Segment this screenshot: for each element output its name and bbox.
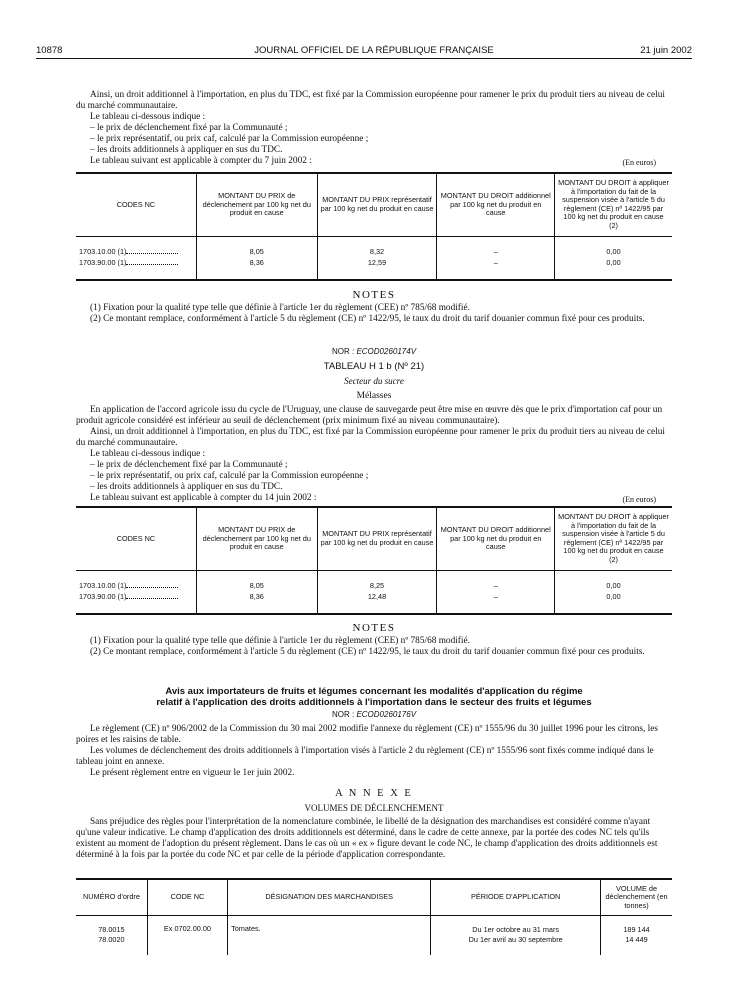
nor-label: NOR :: [331, 710, 355, 719]
droit-applique-cell: [555, 236, 672, 280]
value: 189 144: [623, 924, 650, 934]
notes-2: [76, 636, 672, 658]
avis-title-line: relatif à l'application des droits additionnels à l'importation dans le secteur des fruits et légumes: [156, 697, 592, 708]
section1-intro: Le tableau ci-dessous indique :: [90, 112, 206, 122]
droit-additionnel-cell: [437, 570, 555, 614]
header-rule: [36, 58, 692, 59]
nor-line-2: [0, 710, 748, 719]
prix-representatif-cell: [317, 236, 437, 280]
produit-title: Mélasses: [356, 391, 392, 401]
col-prix-representatif: MONTANT DU PRIX représentatif par 100 kg net du produit en cause: [317, 507, 437, 570]
codes-cell: [76, 570, 196, 614]
col-numero: NUMÉRO d'ordre: [76, 879, 147, 915]
col-prix-declenchement: MONTANT DU PRIX de déclenchement par 100 kg net du produit en cause: [196, 507, 317, 570]
table-body-row: [76, 236, 672, 280]
section1-unit: (En euros): [622, 158, 656, 167]
page-number: 10878: [36, 45, 63, 56]
col-droit-additionnel: MONTANT DU DROIT additionnel par 100 kg net du produit en cause: [437, 507, 555, 570]
section1-text: [76, 90, 672, 167]
code-cell: Ex 0702.00.00: [147, 915, 227, 955]
code-line: [79, 247, 193, 258]
value: –: [493, 581, 498, 591]
value: –: [493, 591, 498, 601]
col-droit-applique: MONTANT DU DROIT à appliquer à l'importation du fait de la suspension visée à l'article 5 du règlement (CE) nº 1422/95 par 100 kg net du produit en cause (2): [555, 173, 672, 236]
nor-line-1: [0, 347, 748, 356]
avis-title-line: Avis aux importateurs de fruits et légumes concernant les modalités d'application du régime: [165, 686, 583, 697]
code-line: [79, 592, 193, 603]
avis-para: Le règlement (CE) nº 906/2002 de la Commission du 30 mai 2002 modifie l'annexe du règlement (CE) nº 1555/96 du 30 juillet 1996 pour les citrons, les poires et les raisins de table.: [76, 724, 658, 745]
nor-code: ECOD0260174V: [356, 347, 417, 356]
section2-text: [76, 405, 672, 504]
code-value: 1703.90.00 (1): [79, 591, 127, 601]
value: 8,05: [249, 247, 264, 257]
section1-applicable: [76, 156, 672, 167]
col-volume: VOLUME de déclenchement (en tonnes): [601, 879, 672, 915]
section2-applicable: [76, 493, 672, 504]
section2-item: – les droits additionnels à appliquer en sus du TDC.: [90, 482, 283, 492]
table-header-row: [76, 173, 672, 236]
secteur-title: Secteur du sucre: [344, 376, 404, 386]
section1-item: – le prix de déclenchement fixé par la Communauté ;: [90, 123, 288, 133]
tableau-title: TABLEAU H 1 b (Nº 21): [323, 361, 425, 372]
annexe-para: Sans préjudice des règles pour l'interprétation de la nomenclature combinée, le libellé de la désignation des marchandises est considéré comme n'ayant qu'une valeur indicative. Le champ d'application des droits additionnels est déterminé, dans le cadre de cette annexe, par la portée des codes NC tels qu'ils existent au moment de l'adoption du présent règlement. Dans le cas où un « ex » figure devant le code NC, le champ d'application des droits additionnels est déterminé à la fois par la portée du code NC et par celle de la période d'application correspondante.: [76, 817, 658, 860]
col-droit-additionnel: MONTANT DU DROIT additionnel par 100 kg net du produit en cause: [437, 173, 555, 236]
value: 8,05: [249, 581, 264, 591]
value: 14 449: [625, 935, 648, 945]
value: Du 1er octobre au 31 mars: [472, 924, 560, 934]
value: 0,00: [606, 257, 621, 267]
section2-item: – le prix représentatif, ou prix caf, calculé par la Commission européenne ;: [90, 471, 369, 481]
value: 8,32: [369, 247, 385, 257]
avis-para: Le présent règlement entre en vigueur le 1er juin 2002.: [90, 768, 295, 778]
col-periode: PÉRIODE D'APPLICATION: [431, 879, 601, 915]
numero-cell: [76, 915, 147, 955]
section2-para: En application de l'accord agricole issu du cycle de l'Uruguay, une clause de sauvegarde peut être mise en œuvre dès que le prix d'importation caf pour un produit agricole considéré est inférieur au seuil de déclenchement (prix minimum fixé au niveau communautaire).: [76, 405, 663, 426]
value: –: [493, 257, 498, 267]
droit-applique-cell: [555, 570, 672, 614]
value: 0,00: [606, 247, 621, 257]
col-codes-nc: CODES NC: [76, 507, 196, 570]
journal-title: JOURNAL OFFICIEL DE LA RÉPUBLIQUE FRANÇAISE: [254, 45, 494, 56]
section2-applicable-text: Le tableau suivant est applicable à compter du 14 juin 2002 :: [90, 493, 317, 503]
codes-cell: [76, 236, 196, 280]
note-1: (1) Fixation pour la qualité type telle que définie à l'article 1er du règlement (CEE) nº 785/68 modifié.: [90, 636, 470, 646]
section2-item: – le prix de déclenchement fixé par la Communauté ;: [90, 460, 288, 470]
value: 78.0020: [98, 935, 125, 945]
annexe-text: [76, 817, 672, 861]
section1-applicable-text: Le tableau suivant est applicable à compter du 7 juin 2002 :: [90, 156, 312, 166]
value: 78.0015: [98, 924, 125, 934]
note-2: (2) Ce montant remplace, conformément à l'article 5 du règlement (CE) nº 1422/95, le taux du droit du tarif douanier commun fixé pour ces produits.: [90, 647, 645, 657]
col-droit-applique: MONTANT DU DROIT à appliquer à l'importation du fait de la suspension visée à l'article 5 du règlement (CE) nº 1422/95 par 100 kg net du produit en cause (2): [555, 507, 672, 570]
prix-representatif-cell: [317, 570, 437, 614]
col-designation: DÉSIGNATION DES MARCHANDISES: [228, 879, 431, 915]
nor-code: ECOD0260176V: [356, 710, 417, 719]
code-line: [79, 258, 193, 269]
notes-1: [76, 303, 672, 325]
value: 8,36: [249, 257, 264, 267]
notes-1-title: NOTES: [352, 289, 396, 301]
col-code-nc: CODE NC: [147, 879, 227, 915]
table-body-row: [76, 570, 672, 614]
leader-dots: [126, 264, 178, 265]
section1-item: – les droits additionnels à appliquer en sus du TDC.: [90, 145, 283, 155]
value: Du 1er avril au 30 septembre: [468, 935, 563, 945]
volume-cell: [601, 915, 672, 955]
annexe-subtitle: VOLUMES DE DÉCLENCHEMENT: [304, 803, 444, 813]
col-prix-declenchement: MONTANT DU PRIX de déclenchement par 100 kg net du produit en cause: [196, 173, 317, 236]
avis-para: Les volumes de déclenchement des droits additionnels à l'importation visés à l'article 2 du règlement (CE) nº 1555/96 sont fixés comme indiqué dans le tableau joint en annexe.: [76, 746, 654, 767]
designation-cell: Tomates.: [228, 915, 431, 955]
value: –: [493, 247, 498, 257]
code-value: 1703.90.00 (1): [79, 257, 127, 267]
table-header-row: [76, 507, 672, 570]
nor-label: NOR :: [331, 347, 355, 356]
section2-unit: (En euros): [622, 495, 656, 504]
code-value: 1703.10.00 (1): [79, 581, 127, 591]
value: 8,36: [249, 591, 264, 601]
prix-declenchement-cell: [196, 570, 317, 614]
avis-title: [60, 686, 688, 708]
section2-intro: Le tableau ci-dessous indique :: [90, 449, 206, 459]
section2-para: Ainsi, un droit additionnel à l'importation, en plus du TDC, est fixé par la Commission européenne pour ramener le prix du produit tiers au niveau de celui du marché communautaire.: [76, 427, 665, 448]
value: 0,00: [606, 581, 621, 591]
table-header-row: [76, 879, 672, 915]
value: 12,59: [367, 257, 387, 267]
avis-text: [76, 724, 672, 779]
issue-date: 21 juin 2002: [640, 45, 692, 56]
leader-dots: [126, 253, 178, 254]
col-prix-representatif: MONTANT DU PRIX représentatif par 100 kg net du produit en cause: [317, 173, 437, 236]
table-2: [76, 506, 672, 615]
prix-declenchement-cell: [196, 236, 317, 280]
code-value: 1703.10.00 (1): [79, 247, 127, 257]
note-2: (2) Ce montant remplace, conformément à l'article 5 du règlement (CE) nº 1422/95, le taux du droit du tarif douanier commun fixé pour ces produits.: [90, 314, 645, 324]
section1-item: – le prix représentatif, ou prix caf, calculé par la Commission européenne ;: [90, 134, 369, 144]
col-codes-nc: CODES NC: [76, 173, 196, 236]
periode-cell: [431, 915, 601, 955]
value: 12,48: [367, 591, 387, 601]
table-1: [76, 172, 672, 281]
annexe-title: A N N E X E: [335, 788, 413, 799]
value: 0,00: [606, 591, 621, 601]
table-body-row: [76, 915, 672, 955]
value: 8,25: [369, 581, 385, 591]
note-1: (1) Fixation pour la qualité type telle que définie à l'article 1er du règlement (CEE) nº 785/68 modifié.: [90, 303, 470, 313]
droit-additionnel-cell: [437, 236, 555, 280]
table-3: [76, 878, 672, 955]
section1-para: Ainsi, un droit additionnel à l'importation, en plus du TDC, est fixé par la Commission européenne pour ramener le prix du produit tiers au niveau de celui du marché communautaire.: [76, 90, 665, 111]
leader-dots: [126, 598, 178, 599]
leader-dots: [126, 587, 178, 588]
code-line: [79, 581, 193, 592]
notes-2-title: NOTES: [352, 622, 396, 634]
